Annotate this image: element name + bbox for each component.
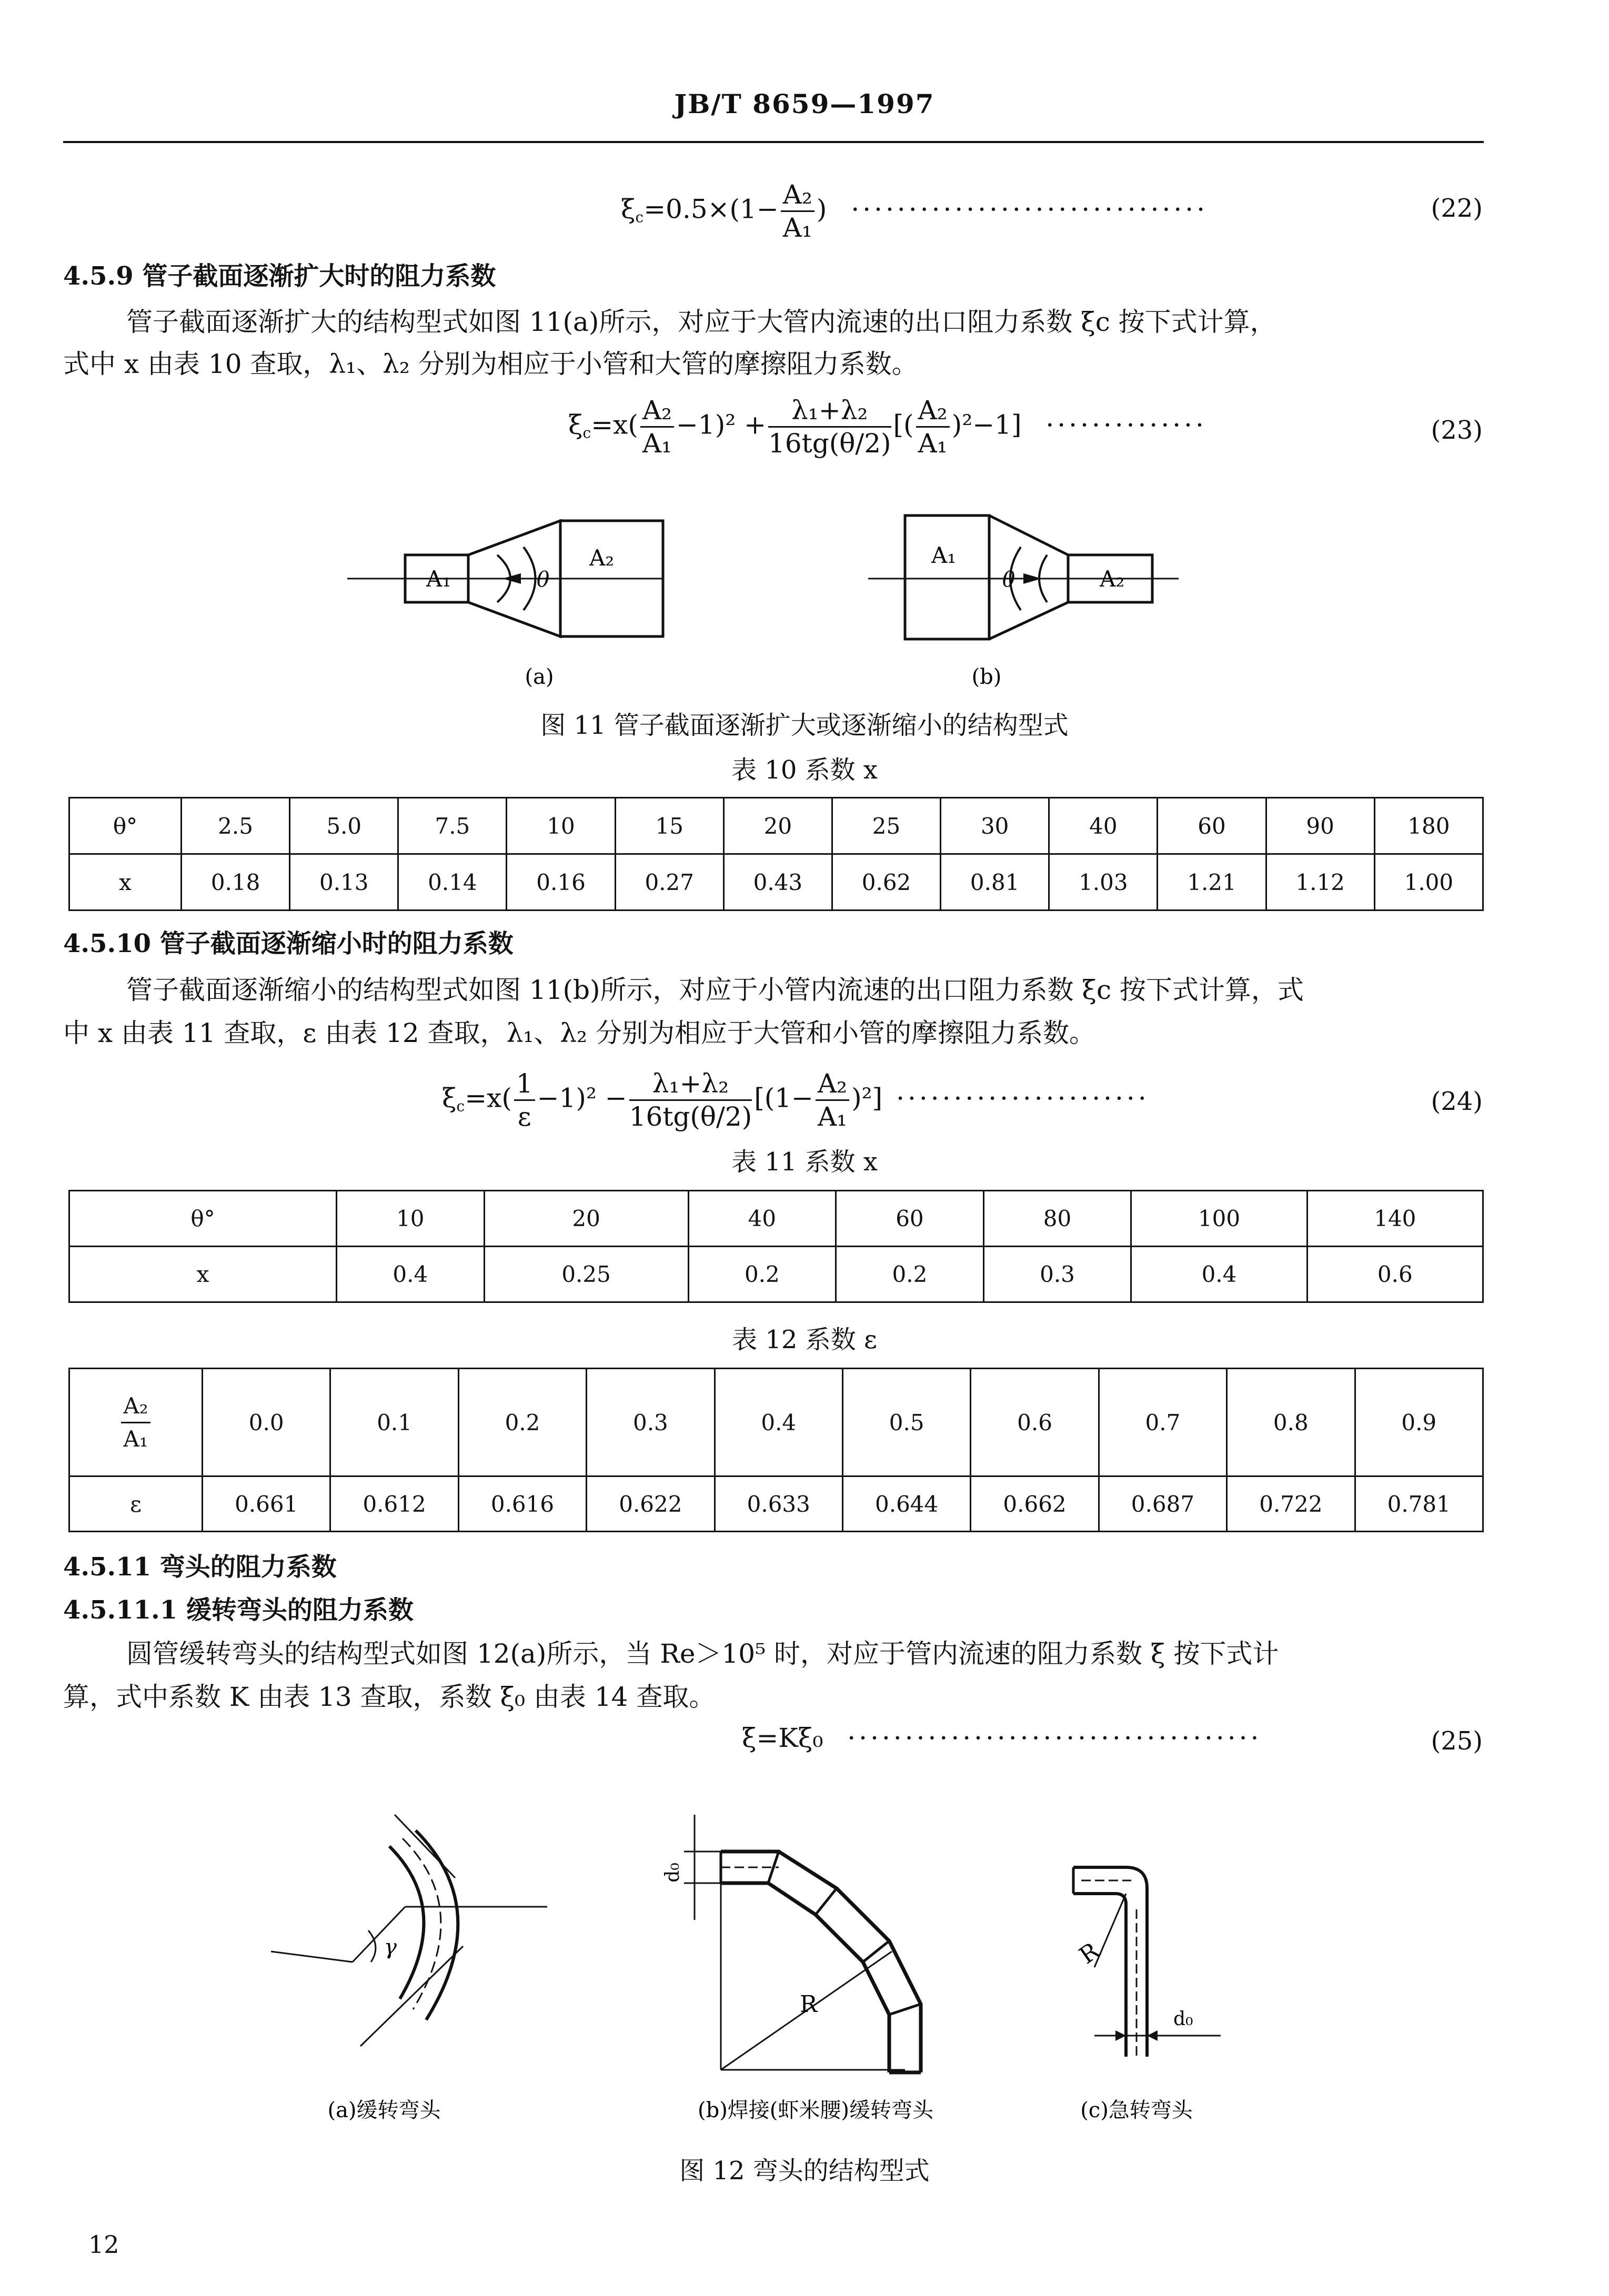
table11-value-cell: x (69, 1247, 337, 1302)
eq22-tail: ) (816, 194, 827, 225)
figure-11a-label: (a) (525, 665, 554, 689)
eq22-lhs: ξ (621, 194, 636, 225)
table11-value-cell: 0.4 (1131, 1247, 1307, 1302)
table10-header-cell: 30 (941, 798, 1049, 854)
table-11 (68, 1190, 1484, 1303)
table11-value-cell: 0.2 (836, 1247, 984, 1302)
section-4-5-11-1-heading: 4.5.11.1 缓转弯头的阻力系数 (63, 1595, 414, 1625)
table11-header-cell: 40 (688, 1191, 836, 1247)
figure-12 (232, 1794, 1284, 2130)
table12-value-cell: 0.662 (971, 1476, 1099, 1532)
section-4-5-10-line-2: 中 x 由表 11 查取，ε 由表 12 查取，λ₁、λ₂ 分别为相应于大管和小管的摩擦阻力系数。 (63, 1018, 1095, 1048)
table12-header-cell: 0.1 (330, 1369, 458, 1476)
eq25-number: (25) (1431, 1726, 1483, 1756)
table11-value-cell: 0.6 (1307, 1247, 1483, 1302)
eq23-frac-3: $\frac{\text{A₂}}{\text{A₁}}$ (916, 395, 950, 459)
figure-12b-radius-label: R (800, 1991, 818, 2018)
figure-11a-small-area-label: A₁ (426, 566, 451, 592)
figure-11-caption: 图 11 管子截面逐渐扩大或逐渐缩小的结构型式 (540, 711, 1069, 740)
table12-area-ratio: $\frac{\text{A₂}}{\text{A₁}}$ (121, 1390, 150, 1455)
table12-header-cell: 0.8 (1227, 1369, 1355, 1476)
table10-value-cell: 0.43 (723, 854, 832, 911)
table12-header-cell: 0.2 (458, 1369, 586, 1476)
figure-11b-theta-label: θ (1002, 568, 1015, 592)
figure-11a-large-area-label: A₂ (589, 545, 615, 571)
section-4-5-9-line-2: 式中 x 由表 10 查取，λ₁、λ₂ 分别为相应于小管和大管的摩擦阻力系数。 (63, 349, 918, 379)
figure-11b-diagram (868, 515, 1179, 639)
figure-12a-label: (a)缓转弯头 (327, 2098, 441, 2122)
table11-header-cell: 80 (983, 1191, 1131, 1247)
section-4-5-10-line-1: 管子截面逐渐缩小的结构型式如图 11(b)所示，对应于小管内流速的出口阻力系数 ξc 按下式计算，式 (126, 975, 1304, 1005)
table12-header-cell: 0.9 (1355, 1369, 1483, 1476)
table10-value-cell: 1.03 (1049, 854, 1158, 911)
figure-12c-radius-label: R (1074, 1937, 1104, 1970)
table11-value-cell: 0.3 (983, 1247, 1131, 1302)
figure-12b-d0-label: d₀ (662, 1863, 683, 1883)
eq23-frac-1: $\frac{\text{A₂}}{\text{A₁}}$ (640, 395, 674, 459)
figure-11a-theta-label: θ (537, 568, 550, 592)
table12-header-fraction-cell (69, 1369, 203, 1476)
table10-value-cell: 1.00 (1374, 854, 1483, 911)
table10-header-cell: 5.0 (290, 798, 398, 854)
table12-header-cell: 0.0 (203, 1369, 330, 1476)
table-10 (68, 797, 1484, 911)
page-number: 12 (88, 2230, 119, 2259)
section-4-5-11-1-line-2: 算，式中系数 K 由表 13 查取，系数 ξ₀ 由表 14 查取。 (63, 1682, 716, 1712)
table10-value-cell: 0.13 (290, 854, 398, 911)
table-11-title: 表 11 系数 x (731, 1147, 878, 1177)
equation-22: $\xi_c=0.5\times(1-$ $\frac{\text{A₂}}{\text{A₁}}$ ) ······························· (621, 179, 1209, 243)
table10-value-cell: 0.81 (941, 854, 1049, 911)
figure-12b-label: (b)焊接(虾米腰)缓转弯头 (697, 2098, 934, 2122)
eq22-lhs-sub: c (635, 208, 644, 226)
table10-value-cell: x (69, 854, 182, 911)
table12-value-cell: 0.722 (1227, 1476, 1355, 1532)
table10-value-cell: 0.27 (615, 854, 723, 911)
eq23-frac-2: $\frac{\text{λ₁+λ₂}}{16tg(\theta/2)}$ (768, 395, 891, 459)
table11-value-cell: 0.25 (484, 1247, 688, 1302)
equation-23: $\xi_c=x$( $\frac{\text{A₂}}{\text{A₁}}$ −1)² + $\frac{\text{λ₁+λ₂}}{16tg(\theta/2)}$ [( $\frac{\text{A₂}}{\text{A₁}}$ )²−1] ·············· (568, 395, 1207, 459)
figure-11b-small-area-label: A₂ (1100, 566, 1125, 592)
figure-12c-d0-label: d₀ (1173, 2008, 1193, 2030)
figure-12b-diagram (684, 1815, 921, 2072)
table12-value-cell: 0.781 (1355, 1476, 1483, 1532)
equation-25: ξ=Kξ₀ ···································· (742, 1723, 1262, 1753)
table10-header-cell: 10 (507, 798, 615, 854)
document-header: JB/T 8659—1997 (674, 88, 935, 119)
figure-11 (316, 505, 1210, 694)
header-rule (63, 141, 1484, 143)
figure-12-caption: 图 12 弯头的结构型式 (679, 2156, 930, 2186)
table10-header-cell: 90 (1266, 798, 1374, 854)
table12-header-cell: 0.7 (1099, 1369, 1226, 1476)
section-4-5-10-heading: 4.5.10 管子截面逐渐缩小时的阻力系数 (63, 929, 514, 958)
table12-value-cell: 0.612 (330, 1476, 458, 1532)
section-4-5-11-1-line-1: 圆管缓转弯头的结构型式如图 12(a)所示，当 Re＞10⁵ 时，对应于管内流速的阻力系数 ξ 按下式计 (126, 1638, 1279, 1669)
eq24-frac-3: $\frac{\text{A₂}}{\text{A₁}}$ (816, 1068, 849, 1132)
table12-value-cell: 0.622 (587, 1476, 715, 1532)
table12-value-cell: 0.644 (842, 1476, 970, 1532)
figure-11a-diagram (347, 521, 663, 636)
eq22-body: =0.5×(1− (643, 194, 779, 225)
table12-value-cell: ε (69, 1476, 203, 1532)
table12-value-cell: 0.661 (203, 1476, 330, 1532)
section-4-5-11-heading: 4.5.11 弯头的阻力系数 (63, 1552, 337, 1582)
eq25-body: ξ=Kξ₀ (742, 1723, 823, 1753)
table11-value-cell: 0.2 (688, 1247, 836, 1302)
table-10-title: 表 10 系数 x (731, 755, 878, 785)
table12-header-cell: 0.4 (715, 1369, 842, 1476)
section-4-5-9-line-1: 管子截面逐渐扩大的结构型式如图 11(a)所示，对应于大管内流速的出口阻力系数 ξc 按下式计算， (126, 307, 1276, 337)
table10-value-cell: 1.12 (1266, 854, 1374, 911)
table12-value-cell: 0.633 (715, 1476, 842, 1532)
eq24-number: (24) (1431, 1087, 1483, 1116)
table11-header-cell: 140 (1307, 1191, 1483, 1247)
table11-header-cell: 10 (337, 1191, 485, 1247)
eq24-frac-1: $\frac{1}{\varepsilon}$ (514, 1068, 535, 1132)
table11-header-cell: θ° (69, 1191, 337, 1247)
eq23-number: (23) (1431, 416, 1483, 445)
table10-header-cell: 2.5 (182, 798, 290, 854)
section-4-5-9-heading: 4.5.9 管子截面逐渐扩大时的阻力系数 (63, 261, 496, 291)
table10-value-cell: 0.14 (398, 854, 507, 911)
table10-header-cell: 7.5 (398, 798, 507, 854)
figure-11b-large-area-label: A₁ (931, 542, 957, 568)
table12-header-cell: 0.6 (971, 1369, 1099, 1476)
table10-value-cell: 0.18 (182, 854, 290, 911)
table-12 (68, 1368, 1484, 1532)
table-12-title: 表 12 系数 ε (732, 1325, 877, 1354)
table10-header-cell: 60 (1158, 798, 1266, 854)
table11-header-cell: 20 (484, 1191, 688, 1247)
table10-header-cell: 40 (1049, 798, 1158, 854)
table10-header-cell: 15 (615, 798, 723, 854)
table12-value-cell: 0.687 (1099, 1476, 1226, 1532)
table10-value-cell: 0.16 (507, 854, 615, 911)
table10-value-cell: 1.21 (1158, 854, 1266, 911)
figure-11b-label: (b) (971, 665, 1002, 689)
table11-header-cell: 60 (836, 1191, 984, 1247)
table12-header-cell: 0.5 (842, 1369, 970, 1476)
table10-header-cell: 25 (832, 798, 940, 854)
eq22-fraction: $\frac{\text{A₂}}{\text{A₁}}$ (781, 179, 814, 244)
table12-header-cell: 0.3 (587, 1369, 715, 1476)
figure-12a-diagram (271, 1815, 547, 2046)
table10-header-cell: 20 (723, 798, 832, 854)
eq24-frac-2: $\frac{\text{λ₁+λ₂}}{16tg(\theta/2)}$ (629, 1068, 752, 1132)
table11-value-cell: 0.4 (337, 1247, 485, 1302)
figure-12c-label: (c)急转弯头 (1080, 2098, 1193, 2122)
table12-value-cell: 0.616 (458, 1476, 586, 1532)
table10-header-cell: θ° (69, 798, 182, 854)
equation-24: $\xi_c=x$( $\frac{1}{\varepsilon}$ −1)² − $\frac{\text{λ₁+λ₂}}{16tg(\theta/2)}$ [(1− $\frac{\text{A₂}}{\text{A₁}}$ )²] ······················ (442, 1068, 1150, 1132)
table10-header-cell: 180 (1374, 798, 1483, 854)
figure-12a-gamma-label: γ (384, 1935, 397, 1959)
eq22-number: (22) (1431, 194, 1483, 223)
table10-value-cell: 0.62 (832, 854, 940, 911)
table11-header-cell: 100 (1131, 1191, 1307, 1247)
